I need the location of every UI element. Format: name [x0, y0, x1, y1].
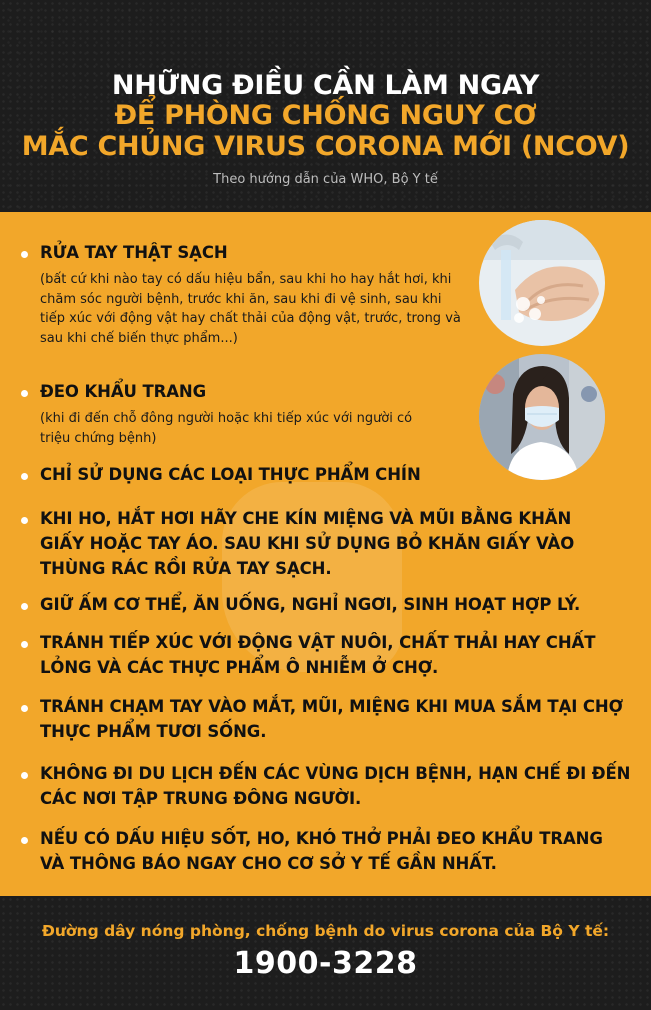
subtitle: Theo hướng dẫn của WHO, Bộ Y tế — [213, 172, 438, 187]
bullet-icon — [21, 705, 28, 712]
item-note: (bất cứ khi nào tay có dấu hiệu bẩn, sau khi ho hay hắt hơi, khi chăm sóc người bệnh, trước khi ăn, sau khi đi vệ sinh, sau khi tiếp xúc với động vật hay chất thải của động vật, trước, trong và sau khi chế biến thực phẩm...) — [40, 272, 461, 346]
recommendations-panel — [0, 212, 651, 896]
bullet-icon — [21, 251, 28, 258]
item-title: TRÁNH CHẠM TAY VÀO MẮT, MŨI, MIỆNG KHI MUA SẮM TẠI CHỢ THỰC PHẨM TƯƠI SỐNG. — [40, 697, 623, 741]
item-title: KHÔNG ĐI DU LỊCH ĐẾN CÁC VÙNG DỊCH BỆNH, HẠN CHẾ ĐI ĐẾN CÁC NƠI TẬP TRUNG ĐÔNG NGƯỜI. — [40, 764, 631, 808]
item-title: CHỈ SỬ DỤNG CÁC LOẠI THỰC PHẨM CHÍN — [40, 465, 421, 484]
bullet-icon — [21, 517, 28, 524]
bullet-icon — [21, 837, 28, 844]
item-title: TRÁNH TIẾP XÚC VỚI ĐỘNG VẬT NUÔI, CHẤT THẢI HAY CHẤT LỎNG VÀ CÁC THỰC PHẨM Ô NHIỄM Ở CHỢ. — [40, 633, 596, 677]
hotline-label: Đường dây nóng phòng, chống bệnh do virus corona của Bộ Y tế: — [41, 922, 610, 940]
item-title: ĐEO KHẨU TRANG — [40, 382, 207, 401]
item-title: KHI HO, HẮT HƠI HÃY CHE KÍN MIỆNG VÀ MŨI BẰNG KHĂN GIẤY HOẶC TAY ÁO. SAU KHI SỬ DỤNG BỎ KHĂN GIẤY VÀO THÙNG RÁC RỒI RỬA TAY SẠCH. — [40, 509, 575, 578]
bullet-icon — [21, 772, 28, 779]
header — [0, 0, 651, 212]
item-note: (khi đi đến chỗ đông người hoặc khi tiếp xúc với người có triệu chứng bệnh) — [40, 411, 413, 446]
face-mask-photo — [479, 354, 605, 480]
bullet-icon — [21, 641, 28, 648]
item-title: NẾU CÓ DẤU HIỆU SỐT, HO, KHÓ THỞ PHẢI ĐEO KHẨU TRANG VÀ THÔNG BÁO NGAY CHO CƠ SỞ Y TẾ GẦN NHẤT. — [40, 829, 603, 873]
hotline-number[interactable]: 1900-3228 — [233, 946, 418, 981]
handwashing-photo — [479, 220, 605, 346]
title-line-1: NHỮNG ĐIỀU CẦN LÀM NGAY — [111, 70, 540, 101]
bullet-icon — [21, 390, 28, 397]
bullet-icon — [21, 473, 28, 480]
item-title: RỬA TAY THẬT SẠCH — [40, 243, 228, 262]
title-line-2: ĐỂ PHÒNG CHỐNG NGUY CƠ — [114, 100, 537, 131]
footer — [0, 896, 651, 1010]
item-title: GIỮ ẤM CƠ THỂ, ĂN UỐNG, NGHỈ NGƠI, SINH HOẠT HỢP LÝ. — [40, 595, 581, 614]
title-line-3: MẮC CHỦNG VIRUS CORONA MỚI (NCOV) — [21, 131, 630, 162]
bullet-icon — [21, 603, 28, 610]
